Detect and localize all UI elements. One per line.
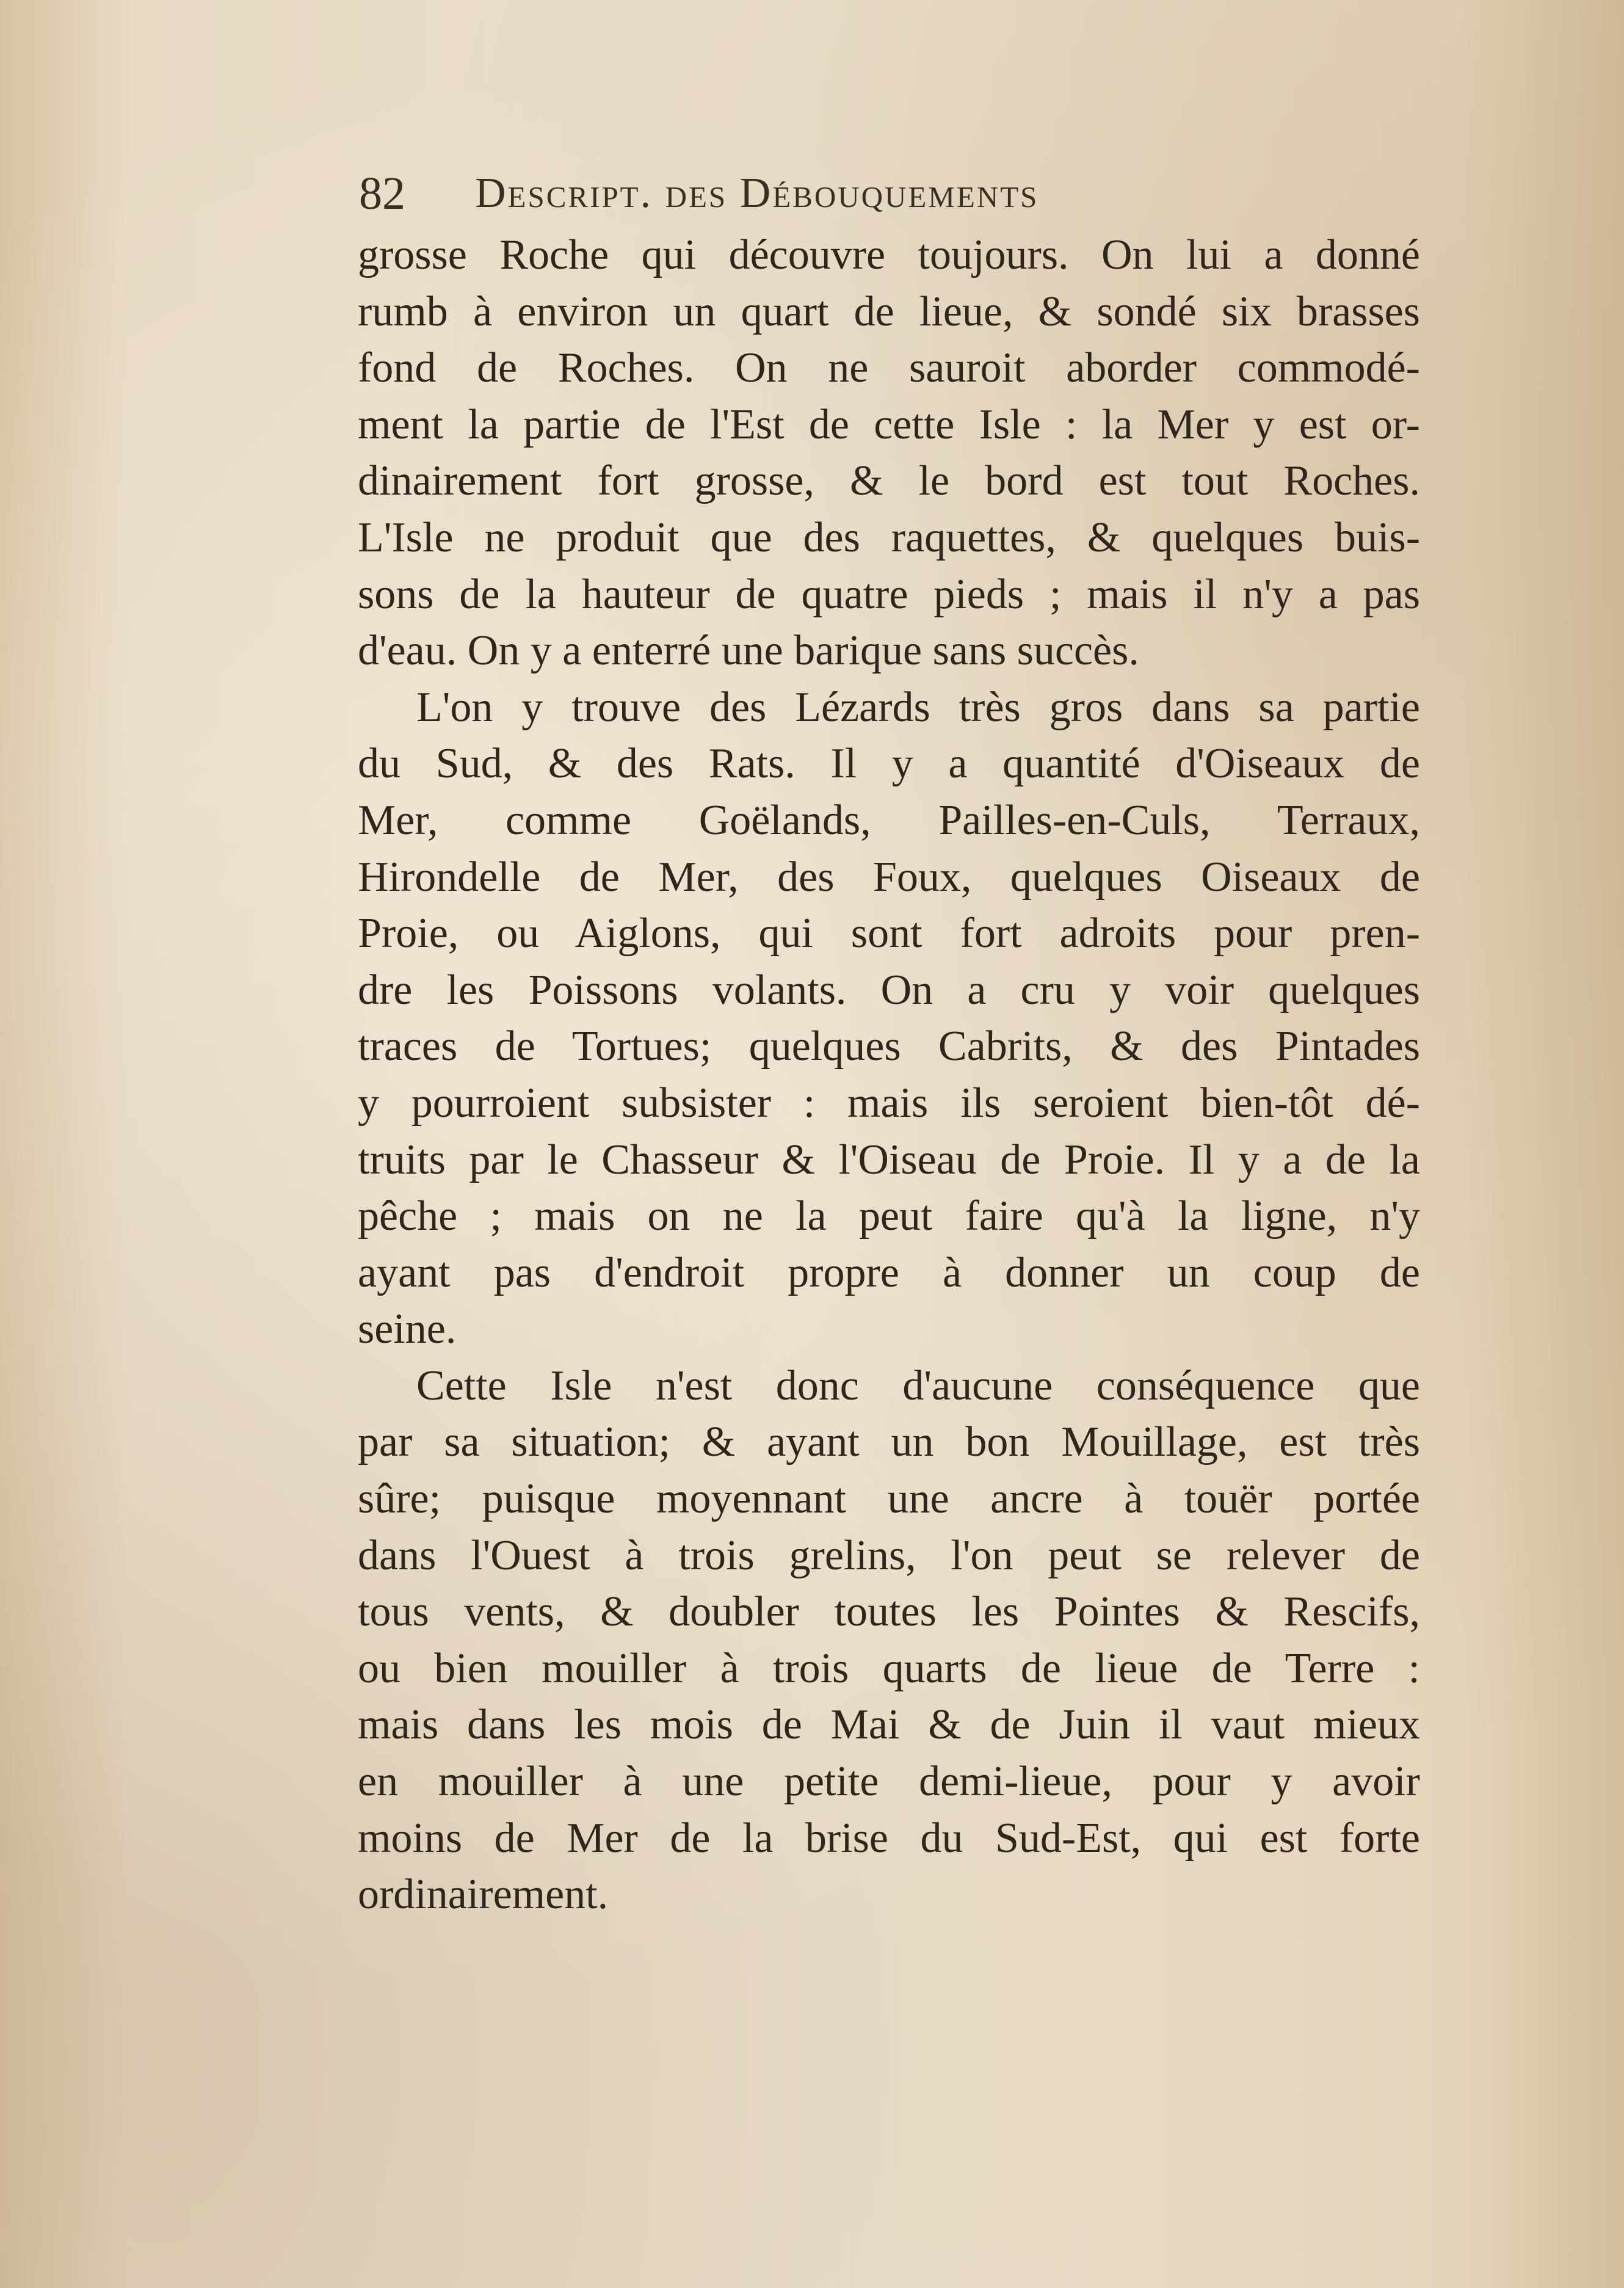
text-line: en mouiller à une petite demi-lieue, pour y avoir [358,1758,1420,1806]
text-line: sons de la hauteur de quatre pieds ; mais il n'y a pas [358,570,1420,618]
text-line: dre les Poissons volants. On a cru y voir quelques [358,966,1420,1014]
text-line: y pourroient subsister : mais ils seroient bien-tôt dé- [358,1079,1420,1127]
text-line: seine. [358,1306,457,1353]
text-line: grosse Roche qui découvre toujours. On lui a donné [358,231,1420,278]
paragraph-start-line: L'on y trouve des Lézards très gros dans sa partie [416,683,1420,731]
text-line: ayant pas d'endroit propre à donner un coup de [358,1249,1420,1296]
text-line: Mer, comme Goëlands, Pailles-en-Culs, Terraux, [358,796,1420,844]
text-line: d'eau. On y a enterré une barique sans succès. [358,627,1139,675]
text-line: L'Isle ne produit que des raquettes, & quelques buis- [358,514,1420,561]
text-line: ou bien mouiller à trois quarts de lieue de Terre : [358,1644,1420,1692]
page-number: 82 [359,168,405,219]
text-line: Hirondelle de Mer, des Foux, quelques Oiseaux de [358,853,1420,901]
text-line: rumb à environ un quart de lieue, & sondé six brasses [358,288,1420,335]
text-line: truits par le Chasseur & l'Oiseau de Proie. Il y a de la [358,1136,1420,1183]
text-line: dans l'Ouest à trois grelins, l'on peut se relever de [358,1531,1420,1579]
text-line: pêche ; mais on ne la peut faire qu'à la ligne, n'y [358,1193,1420,1240]
paragraph-start-line: Cette Isle n'est donc d'aucune conséquence que [416,1362,1420,1409]
text-line: par sa situation; & ayant un bon Mouillage, est très [358,1418,1420,1466]
text-line: sûre; puisque moyennant une ancre à touër portée [358,1475,1420,1523]
body-text [358,227,1420,1923]
text-line: ordinairement. [358,1871,609,1919]
text-line: Proie, ou Aiglons, qui sont fort adroits pour pren- [358,910,1420,957]
page-header [359,160,1311,227]
running-head: Descript. des Débouquements [475,170,1039,217]
text-line: dinairement fort grosse, & le bord est tout Roches. [358,457,1420,505]
text-line: tous vents, & doubler toutes les Pointes & Rescifs, [358,1588,1420,1636]
text-line: ment la partie de l'Est de cette Isle : la Mer y est or- [358,401,1420,448]
text-line: traces de Tortues; quelques Cabrits, & des Pintades [358,1023,1420,1070]
text-line: du Sud, & des Rats. Il y a quantité d'Oiseaux de [358,740,1420,788]
text-line: moins de Mer de la brise du Sud-Est, qui est forte [358,1814,1420,1862]
text-line: mais dans les mois de Mai & de Juin il vaut mieux [358,1701,1420,1749]
text-line: fond de Roches. On ne sauroit aborder commodé- [358,344,1420,392]
